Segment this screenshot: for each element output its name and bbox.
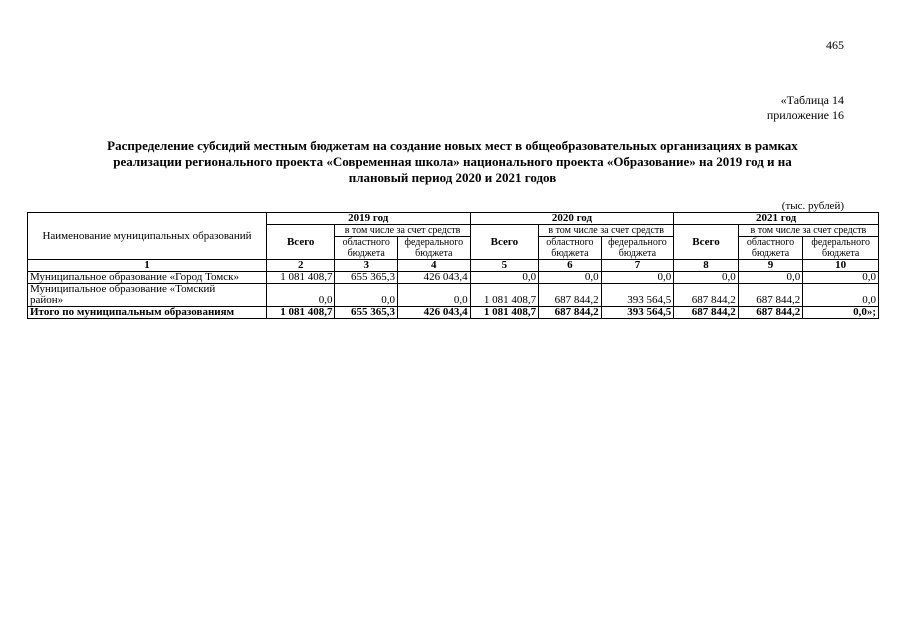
header-year-2020: 2020 год — [470, 213, 674, 225]
header-year-2021: 2021 год — [674, 213, 879, 225]
header-federal-2021: федерального бюджета — [803, 237, 879, 260]
cell-value: 687 844,2 — [738, 284, 803, 307]
col-number: 2 — [266, 260, 335, 272]
total-value: 0,0»; — [803, 307, 879, 319]
total-value: 393 564,5 — [601, 307, 674, 319]
cell-value: 393 564,5 — [601, 284, 674, 307]
units-note: (тыс. рублей) — [781, 200, 844, 212]
page-number: 465 — [826, 38, 844, 52]
col-number: 5 — [470, 260, 539, 272]
cell-value: 1 081 408,7 — [266, 272, 335, 284]
cell-value: 426 043,4 — [397, 272, 470, 284]
col-number: 7 — [601, 260, 674, 272]
col-number: 3 — [335, 260, 398, 272]
header-total-2021: Всего — [674, 225, 739, 260]
total-value: 687 844,2 — [674, 307, 739, 319]
total-value: 687 844,2 — [539, 307, 602, 319]
cell-value: 687 844,2 — [539, 284, 602, 307]
total-row-name: Итого по муниципальным образованиям — [28, 307, 267, 319]
col-number: 9 — [738, 260, 803, 272]
title-line-3: плановый период 2020 и 2021 годов — [348, 170, 557, 185]
table-row — [28, 284, 879, 307]
header-regional-2021: областного бюджета — [738, 237, 803, 260]
header-regional-2019: областного бюджета — [335, 237, 398, 260]
col-number: 4 — [397, 260, 470, 272]
col-number: 6 — [539, 260, 602, 272]
cell-value: 0,0 — [738, 272, 803, 284]
cell-value: 0,0 — [539, 272, 602, 284]
cell-value: 0,0 — [803, 284, 879, 307]
header-year-2019: 2019 год — [266, 213, 470, 225]
table-row — [28, 272, 879, 284]
column-number-row — [28, 260, 879, 272]
header-incl-2021: в том числе за счет средств — [738, 225, 878, 237]
row-name — [28, 284, 267, 307]
subsidy-table — [27, 212, 879, 319]
total-value: 1 081 408,7 — [470, 307, 539, 319]
cell-value: 687 844,2 — [674, 284, 739, 307]
cell-value: 0,0 — [397, 284, 470, 307]
cell-value: 0,0 — [266, 284, 335, 307]
header-incl-2020: в том числе за счет средств — [539, 225, 674, 237]
total-value: 687 844,2 — [738, 307, 803, 319]
table-reference-line: «Таблица 14 — [780, 93, 844, 107]
cell-value: 0,0 — [601, 272, 674, 284]
header-incl-2019: в том числе за счет средств — [335, 225, 470, 237]
cell-value: 1 081 408,7 — [470, 284, 539, 307]
document-title — [60, 138, 845, 186]
cell-value: 0,0 — [803, 272, 879, 284]
total-value: 655 365,3 — [335, 307, 398, 319]
col-number: 1 — [28, 260, 267, 272]
total-value: 1 081 408,7 — [266, 307, 335, 319]
header-name-column: Наименование муниципальных образований — [28, 213, 267, 260]
cell-value: 0,0 — [674, 272, 739, 284]
row-name-line: Муниципальное образование «Томский — [30, 283, 216, 295]
col-number: 10 — [803, 260, 879, 272]
col-number: 8 — [674, 260, 739, 272]
cell-value: 655 365,3 — [335, 272, 398, 284]
appendix-reference-line: приложение 16 — [766, 108, 844, 122]
total-row — [28, 307, 879, 319]
row-name: Муниципальное образование «Город Томск» — [28, 272, 267, 284]
header-regional-2020: областного бюджета — [539, 237, 602, 260]
header-total-2019: Всего — [266, 225, 335, 260]
cell-value: 0,0 — [470, 272, 539, 284]
table-reference — [767, 93, 844, 123]
title-line-1: Распределение субсидий местным бюджетам на создание новых мест в общеобразовательных организациях в рамках — [107, 138, 798, 153]
title-line-2: реализации регионального проекта «Современная школа» национального проекта «Образование» на 2019 год и на — [113, 154, 792, 169]
total-value: 426 043,4 — [397, 307, 470, 319]
header-federal-2019: федерального бюджета — [397, 237, 470, 260]
header-total-2020: Всего — [470, 225, 539, 260]
cell-value: 0,0 — [335, 284, 398, 307]
header-row-years — [28, 213, 879, 225]
row-name-line: район» — [30, 294, 64, 306]
header-federal-2020: федерального бюджета — [601, 237, 674, 260]
